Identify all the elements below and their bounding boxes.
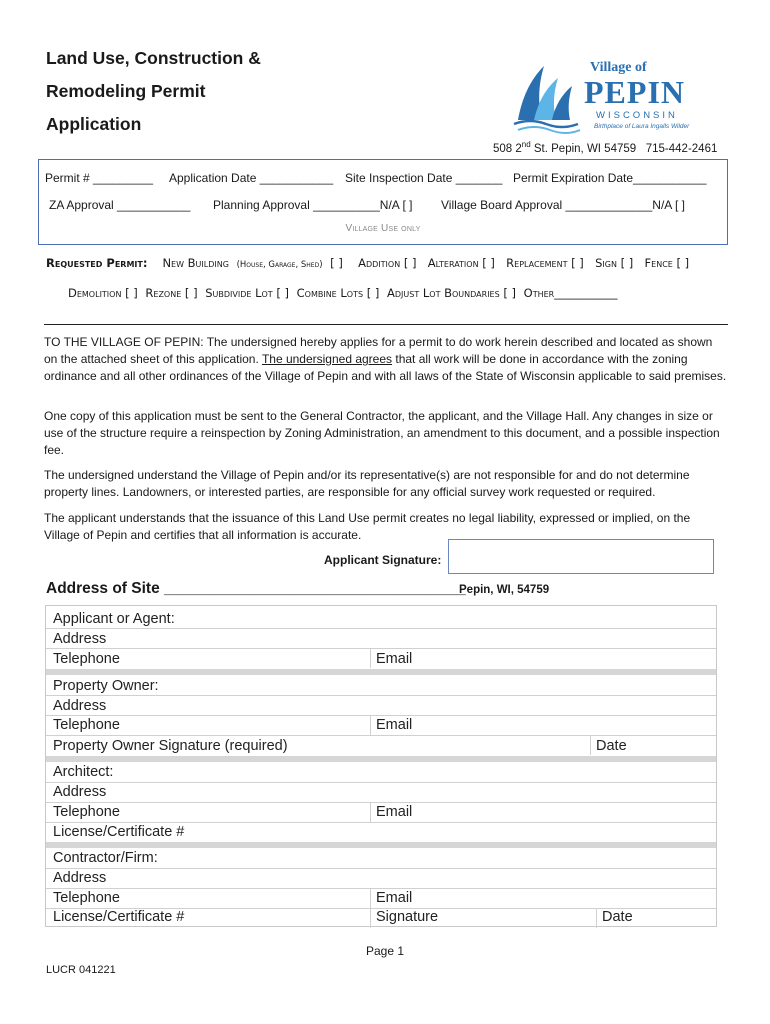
contractor-license-field[interactable]: License/Certificate #	[53, 909, 185, 925]
architect-telephone-field[interactable]: Telephone	[53, 804, 120, 820]
village-address: 508 2nd St. Pepin, WI 54759 715-442-2461	[493, 140, 718, 155]
logo-village-of: Village of	[590, 60, 647, 75]
logo-tagline: Birthplace of Laura Ingalls Wilder	[594, 123, 690, 130]
site-inspection-date-field[interactable]: Site Inspection Date _______	[345, 171, 503, 185]
owner-address-field[interactable]: Address	[53, 698, 107, 714]
architect-email-field[interactable]: Email	[376, 804, 413, 820]
address-of-site-field[interactable]: Address of Site ___________________________________	[46, 580, 466, 597]
architect-license-field[interactable]: License/Certificate #	[53, 824, 185, 840]
paragraph-copies: One copy of this application must be sent to the General Contractor, the applicant, and the Village Hall. Any changes in size or use of the structure require a reinspection by Zoning Administration, an amendment to this document, and a possible inspection fee.	[44, 409, 720, 457]
planning-approval-field[interactable]: Planning Approval __________N/A [ ]	[213, 198, 413, 212]
requested-permit-row-2	[68, 286, 621, 300]
adjust-lot-boundaries-option[interactable]: Adjust Lot Boundaries [ ]	[387, 286, 516, 300]
replacement-option[interactable]: Replacement [ ]	[506, 256, 584, 270]
owner-email-field[interactable]: Email	[376, 717, 413, 733]
contact-form-grid	[45, 605, 717, 927]
requested-permit-row-1	[46, 256, 693, 270]
paragraph-application-statement: TO THE VILLAGE OF PEPIN: The undersigned hereby applies for a permit to do work herein described and located as shown on the attached sheet of this application. The undersigned agrees that all work will be done in accordance with the zoning ordinance and all other ordinances of the Village of Pepin and with all laws of the State of Wisconsin applicable to said premises.	[44, 335, 727, 383]
village-use-box	[38, 159, 728, 245]
permit-expiration-date-field[interactable]: Permit Expiration Date___________	[513, 171, 707, 185]
architect-heading: Architect:	[53, 764, 114, 780]
title-line-3: Application	[46, 114, 142, 134]
fence-option[interactable]: Fence [ ]	[644, 256, 690, 270]
logo-pepin: PEPIN	[584, 74, 685, 110]
applicant-heading: Applicant or Agent:	[53, 611, 175, 627]
paragraph-property-lines: The undersigned understand the Village of Pepin and/or its representative(s) are not responsible for and do not determine property lines. Landowners, or interested parties, are responsible for any official survey work requested or required.	[44, 468, 690, 499]
applicant-address-field[interactable]: Address	[53, 631, 107, 647]
application-date-field[interactable]: Application Date ___________	[169, 171, 334, 185]
contractor-address-field[interactable]: Address	[53, 870, 107, 886]
title-line-2: Remodeling Permit	[46, 81, 206, 101]
owner-signature-field[interactable]: Property Owner Signature (required)	[53, 738, 288, 754]
paragraph-liability: The applicant understands that the issuance of this Land Use permit creates no legal liability, expressed or implied, on the Village of Pepin and certifies that all information is accurate.	[44, 511, 691, 542]
title-line-1: Land Use, Construction &	[46, 48, 261, 68]
section-separator	[46, 669, 716, 675]
requested-permit-label: Requested Permit:	[46, 256, 148, 270]
page-number: Page 1	[366, 944, 405, 958]
permit-number-field[interactable]: Permit # _________	[45, 171, 154, 185]
owner-date-field[interactable]: Date	[596, 738, 627, 754]
applicant-signature-label: Applicant Signature:	[324, 553, 442, 567]
owner-heading: Property Owner:	[53, 678, 159, 694]
section-divider	[44, 324, 728, 325]
contractor-email-field[interactable]: Email	[376, 890, 413, 906]
other-option[interactable]: Other___________	[523, 286, 618, 300]
alteration-option[interactable]: Alteration [ ]	[427, 256, 495, 270]
rezone-option[interactable]: Rezone [ ]	[145, 286, 198, 300]
za-approval-field[interactable]: ZA Approval ___________	[49, 198, 191, 212]
contractor-telephone-field[interactable]: Telephone	[53, 890, 120, 906]
form-code: LUCR 041221	[46, 964, 116, 976]
architect-address-field[interactable]: Address	[53, 784, 107, 800]
contractor-heading: Contractor/Firm:	[53, 850, 158, 866]
site-city: Pepin, WI, 54759	[459, 584, 550, 596]
new-building-option[interactable]: New Building (House, Garage, Shed) [ ]	[162, 256, 343, 270]
section-separator	[46, 842, 716, 848]
contractor-signature-field[interactable]: Signature	[376, 909, 439, 925]
contractor-date-field[interactable]: Date	[602, 909, 633, 925]
logo-state: WISCONSIN	[596, 110, 678, 121]
section-separator	[46, 756, 716, 762]
combine-lots-option[interactable]: Combine Lots [ ]	[296, 286, 380, 300]
applicant-email-field[interactable]: Email	[376, 651, 413, 667]
addition-option[interactable]: Addition [ ]	[358, 256, 417, 270]
applicant-signature-box[interactable]	[448, 539, 714, 574]
applicant-telephone-field[interactable]: Telephone	[53, 651, 120, 667]
village-board-approval-field[interactable]: Village Board Approval _____________N/A [ ]	[441, 198, 685, 212]
village-logo	[512, 58, 722, 138]
sign-option[interactable]: Sign [ ]	[595, 256, 634, 270]
demolition-option[interactable]: Demolition [ ]	[68, 286, 138, 300]
owner-telephone-field[interactable]: Telephone	[53, 717, 120, 733]
subdivide-lot-option[interactable]: Subdivide Lot [ ]	[205, 286, 289, 300]
village-use-only-label: Village Use only	[345, 223, 421, 234]
